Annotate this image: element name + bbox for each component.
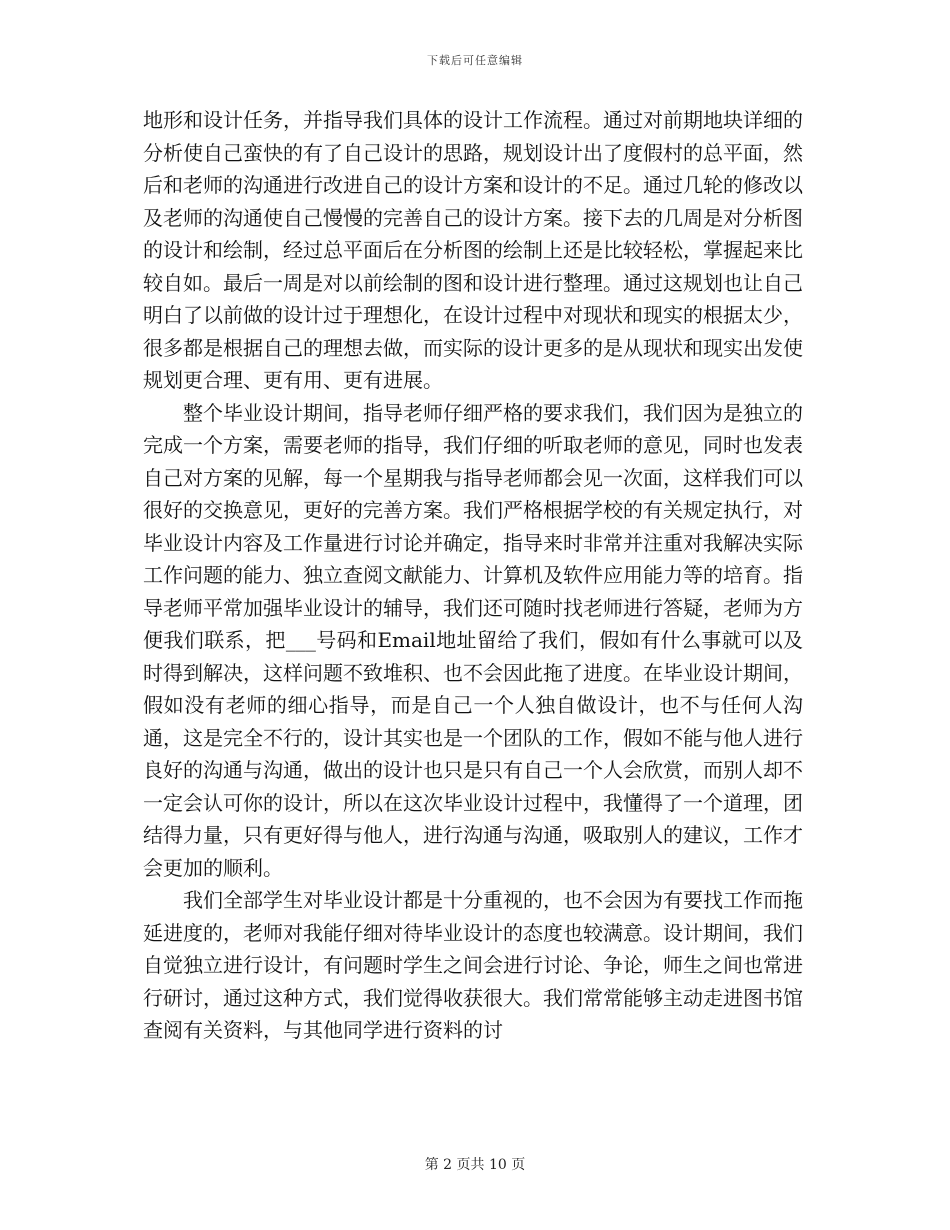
page-header: 下载后可任意编辑	[427, 54, 523, 67]
paragraph-1: 地形和设计任务，并指导我们具体的设计工作流程。通过对前期地块详细的分析使自己蛮快的有了自己设计的思路，规划设计出了度假村的总平面，然后和老师的沟通进行改进自己的设计方案和设计的不足。通过几轮的修改以及老师的沟通使自己慢慢的完善自己的设计方案。接下去的几周是对分析图的设计和绘制，经过总平面后在分析图的绘制上还是比较轻松，掌握起来比较自如。最后一周是对以前绘制的图和设计进行整理。通过这规划也让自己明白了以前做的设计过于理想化，在设计过程中对现状和现实的根据太少，很多都是根据自己的理想去做，而实际的设计更多的是从现状和现实出发使规划更合理、更有用、更有进展。	[143, 108, 803, 392]
document-body	[143, 104, 803, 1047]
page-footer: 第 2 页共 10 页	[424, 1157, 526, 1173]
paragraph-2: 整个毕业设计期间，指导老师仔细严格的要求我们，我们因为是独立的完成一个方案，需要老师的指导，我们仔细的听取老师的意见，同时也发表自己对方案的见解，每一个星期我与指导老师都会见一次面，这样我们可以很好的交换意见，更好的完善方案。我们严格根据学校的有关规定执行，对毕业设计内容及工作量进行讨论并确定，指导来时非常并注重对我解决实际工作问题的能力、独立查阅文献能力、计算机及软件应用能力等的培育。指导老师平常加强毕业设计的辅导，我们还可随时找老师进行答疑，老师为方便我们联系，把___号码和Email地址留给了我们，假如有什么事就可以及时得到解决，这样问题不致堆积、也不会因此拖了进度。在毕业设计期间，假如没有老师的细心指导，而是自己一个人独自做设计，也不与任何人沟通，这是完全不行的，设计其实也是一个团队的工作，假如不能与他人进行良好的沟通与沟通，做出的设计也只是只有自己一个人会欣赏，而别人却不一定会认可你的设计，所以在这次毕业设计过程中，我懂得了一个道理，团结得力量，只有更好得与他人，进行沟通与沟通，吸取别人的建议，工作才会更加的顺利。	[143, 400, 803, 880]
paragraph-3: 我们全部学生对毕业设计都是十分重视的，也不会因为有要找工作而拖延进度的，老师对我能仔细对待毕业设计的态度也较满意。设计期间，我们自觉独立进行设计，有问题时学生之间会进行讨论、争论，师生之间也常进行研讨，通过这种方式，我们觉得收获很大。我们常常能够主动走进图书馆查阅有关资料，与其他同学进行资料的讨	[143, 888, 803, 1042]
